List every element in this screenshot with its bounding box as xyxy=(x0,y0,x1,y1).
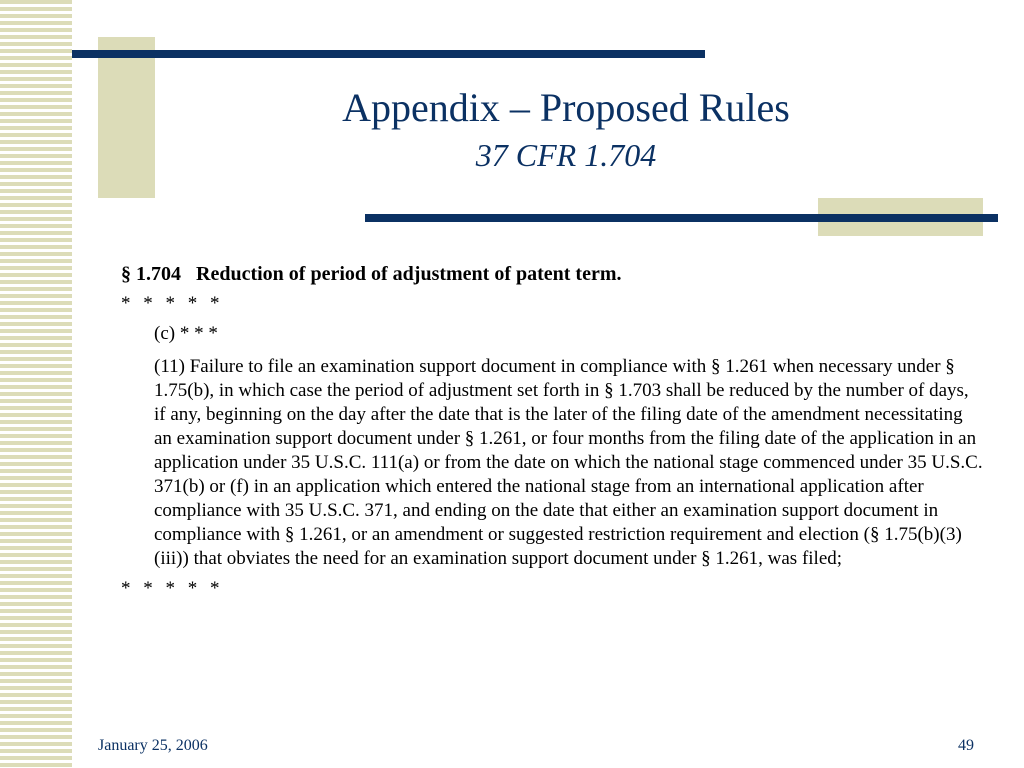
paragraph-11: (11) Failure to file an examination support document in compliance with § 1.261 when necessary under § 1.75(b), in which case the period of adjustment set forth in § 1.703 shall be reduced by the number of days, if any, beginning on the day after the date that is the later of the filing date of the amendment necessitating an examination support document under § 1.261, or four months from the filing date of the application in an application under 35 U.S.C. 111(a) or from the date on which the national stage commenced under 35 U.S.C. 371(b) or (f) in an application which entered the national stage from an international application after compliance with 35 U.S.C. 371, and ending on the date that either an examination support document in compliance with § 1.261, or an amendment or suggested restriction requirement and election (§ 1.75(b)(3)(iii)) that obviates the need for an examination support document under § 1.261, was filed; xyxy=(154,356,983,569)
omission-stars-bottom: * * * * * xyxy=(121,578,224,599)
footer-page-number: 49 xyxy=(958,737,974,754)
decorative-rule-bottom xyxy=(365,214,998,222)
slide-body xyxy=(121,262,991,607)
slide-subtitle: 37 CFR 1.704 xyxy=(475,137,657,173)
subsection-label: (c) * * * xyxy=(154,323,218,344)
decorative-rule-top xyxy=(72,50,705,58)
omission-stars-top: * * * * * xyxy=(121,293,224,314)
footer-date: January 25, 2006 xyxy=(98,737,208,754)
decorative-beige-block-top xyxy=(98,37,155,198)
slide-title: Appendix – Proposed Rules xyxy=(342,85,790,130)
decorative-stripes xyxy=(0,0,72,768)
section-heading: § 1.704 Reduction of period of adjustment of patent term. xyxy=(121,263,622,285)
